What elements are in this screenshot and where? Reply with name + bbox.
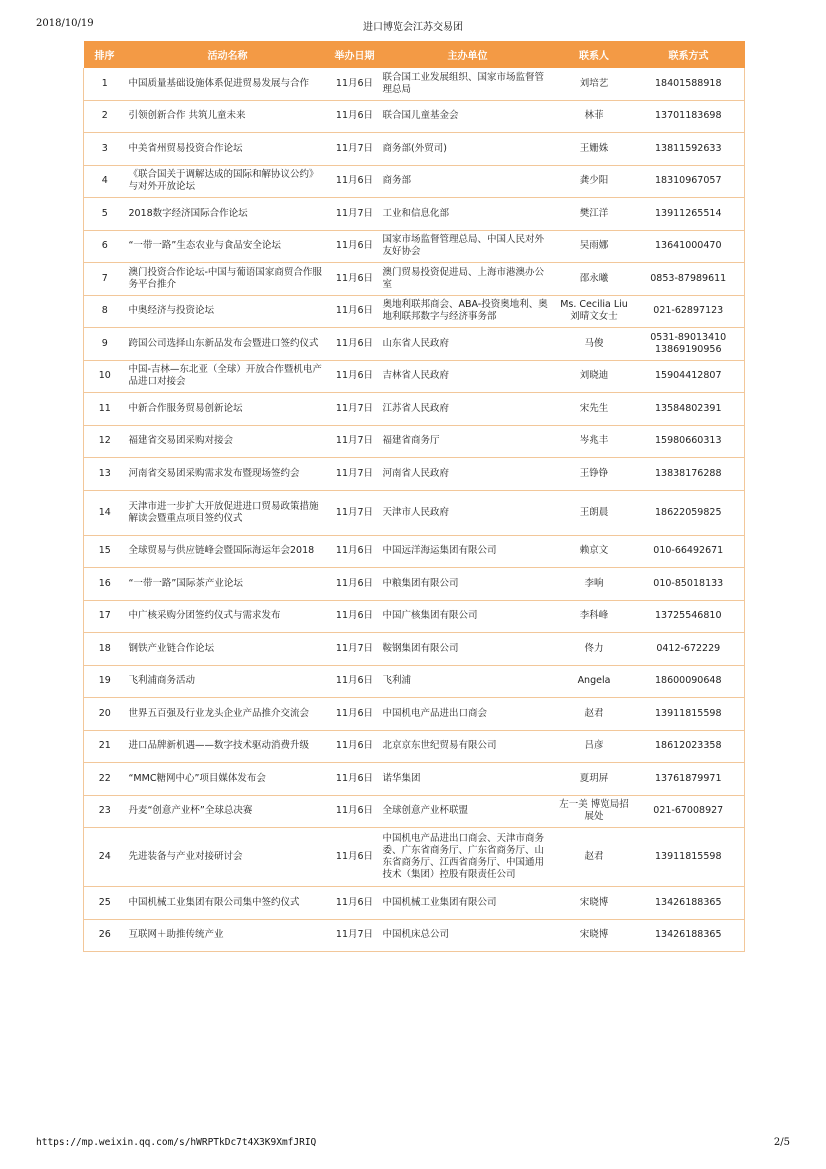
contact-person-cell: Ms. Cecilia Liu 刘晴文女士 [556,295,633,328]
table-row [84,133,745,166]
activity-name-cell: 进口品牌新机遇——数字技术驱动消费升级 [126,730,330,763]
contact-person-cell: 林菲 [556,100,633,133]
activity-date-cell: 11月7日 [330,198,380,231]
table-row [84,263,745,296]
contact-phone-cell: 13725546810 [633,600,745,633]
activity-name-cell: 2018数字经济国际合作论坛 [126,198,330,231]
contact-phone-cell: 13584802391 [633,393,745,426]
activity-date-cell: 11月6日 [330,328,380,361]
contact-phone-cell: 18612023358 [633,730,745,763]
table-row [84,665,745,698]
row-index-cell: 6 [84,230,126,263]
activity-name-cell: 河南省交易团采购需求发布暨现场签约会 [126,458,330,491]
row-index-cell: 17 [84,600,126,633]
contact-phone-cell: 13911815598 [633,698,745,731]
row-index-cell: 3 [84,133,126,166]
organizer-cell: 中国机电产品进出口商会 [380,698,556,731]
contact-phone-cell: 010-66492671 [633,535,745,568]
row-index-cell: 19 [84,665,126,698]
contact-phone-cell: 13811592633 [633,133,745,166]
row-index-cell: 23 [84,795,126,828]
table-row [84,795,745,828]
activity-name-cell: 中广核采购分团签约仪式与需求发布 [126,600,330,633]
table-row [84,230,745,263]
table-row [84,393,745,426]
activity-name-cell: “一带一路”国际茶产业论坛 [126,568,330,601]
organizer-cell: 联合国工业发展组织、国家市场监督管理总局 [380,68,556,100]
activity-date-cell: 11月6日 [330,730,380,763]
table-row [84,535,745,568]
table-row [84,68,745,100]
contact-phone-cell: 13426188365 [633,919,745,952]
page-number: 2/5 [773,1137,790,1148]
activity-date-cell: 11月7日 [330,425,380,458]
activity-name-cell: 福建省交易团采购对接会 [126,425,330,458]
contact-person-cell: 马俊 [556,328,633,361]
organizer-cell: 中国广核集团有限公司 [380,600,556,633]
row-index-cell: 20 [84,698,126,731]
column-header-contact: 联系人 [556,41,633,68]
contact-phone-cell: 0412-672229 [633,633,745,666]
contact-person-cell: 赵君 [556,828,633,887]
organizer-cell: 江苏省人民政府 [380,393,556,426]
contact-person-cell: 刘培艺 [556,68,633,100]
contact-phone-cell: 13701183698 [633,100,745,133]
row-index-cell: 2 [84,100,126,133]
contact-phone-cell: 18600090648 [633,665,745,698]
activity-table [83,41,745,952]
contact-person-cell: 赖京文 [556,535,633,568]
organizer-cell: 澳门贸易投资促进局、上海市港澳办公室 [380,263,556,296]
activity-name-cell: 引领创新合作 共筑儿童未来 [126,100,330,133]
contact-phone-cell: 13911815598 [633,828,745,887]
activity-name-cell: 互联网＋助推传统产业 [126,919,330,952]
contact-person-cell: 王朗晨 [556,490,633,535]
organizer-cell: 中粮集团有限公司 [380,568,556,601]
contact-person-cell: 宋晓博 [556,887,633,920]
table-header-row [84,41,745,68]
organizer-cell: 中国机械工业集团有限公司 [380,887,556,920]
column-header-organizer: 主办单位 [380,41,556,68]
table-row [84,490,745,535]
activity-date-cell: 11月6日 [330,100,380,133]
activity-date-cell: 11月6日 [330,795,380,828]
contact-person-cell: 吴雨娜 [556,230,633,263]
organizer-cell: 诺华集团 [380,763,556,796]
table-row [84,568,745,601]
print-footer [36,1137,790,1153]
activity-date-cell: 11月7日 [330,458,380,491]
row-index-cell: 26 [84,919,126,952]
contact-phone-cell: 010-85018133 [633,568,745,601]
contact-person-cell: 邵永曦 [556,263,633,296]
table-row [84,198,745,231]
activity-name-cell: 钢铁产业链合作论坛 [126,633,330,666]
activity-name-cell: 中新合作服务贸易创新论坛 [126,393,330,426]
table-body [84,68,745,952]
activity-date-cell: 11月6日 [330,600,380,633]
activity-name-cell: “一带一路”生态农业与食品安全论坛 [126,230,330,263]
contact-phone-cell: 13838176288 [633,458,745,491]
activity-name-cell: 中国机械工业集团有限公司集中签约仪式 [126,887,330,920]
organizer-cell: 天津市人民政府 [380,490,556,535]
contact-person-cell: 樊江洋 [556,198,633,231]
contact-phone-cell: 15980660313 [633,425,745,458]
activity-date-cell: 11月6日 [330,165,380,198]
organizer-cell: 全球创意产业杯联盟 [380,795,556,828]
row-index-cell: 14 [84,490,126,535]
row-index-cell: 16 [84,568,126,601]
contact-person-cell: 夏玥屏 [556,763,633,796]
row-index-cell: 10 [84,360,126,393]
activity-name-cell: 丹麦“创意产业杯”全球总决赛 [126,795,330,828]
organizer-cell: 中国远洋海运集团有限公司 [380,535,556,568]
row-index-cell: 7 [84,263,126,296]
row-index-cell: 9 [84,328,126,361]
activity-date-cell: 11月6日 [330,763,380,796]
contact-phone-cell: 021-67008927 [633,795,745,828]
row-index-cell: 13 [84,458,126,491]
row-index-cell: 22 [84,763,126,796]
organizer-cell: 北京京东世纪贸易有限公司 [380,730,556,763]
organizer-cell: 吉林省人民政府 [380,360,556,393]
activity-name-cell: 跨国公司选择山东新品发布会暨进口签约仪式 [126,328,330,361]
column-header-phone: 联系方式 [633,41,745,68]
contact-person-cell: 王姗姝 [556,133,633,166]
contact-phone-cell: 13761879971 [633,763,745,796]
activity-date-cell: 11月7日 [330,133,380,166]
organizer-cell: 工业和信息化部 [380,198,556,231]
contact-person-cell: 刘晓迪 [556,360,633,393]
organizer-cell: 河南省人民政府 [380,458,556,491]
contact-person-cell: 宋先生 [556,393,633,426]
row-index-cell: 18 [84,633,126,666]
organizer-cell: 奥地利联邦商会、ABA-投资奥地利、奥地利联邦数字与经济事务部 [380,295,556,328]
table-row [84,698,745,731]
contact-phone-cell: 13641000470 [633,230,745,263]
activity-name-cell: 先进装备与产业对接研讨会 [126,828,330,887]
row-index-cell: 1 [84,68,126,100]
organizer-cell: 中国机电产品进出口商会、天津市商务委、广东省商务厅、广东省商务厅、山东省商务厅、江西省商务厅、中国通用技术（集团）控股有限责任公司 [380,828,556,887]
table-row [84,425,745,458]
activity-name-cell: 世界五百强及行业龙头企业产品推介交流会 [126,698,330,731]
contact-person-cell: 吕彦 [556,730,633,763]
column-header-date: 举办日期 [330,41,380,68]
contact-phone-cell: 13911265514 [633,198,745,231]
activity-name-cell: 全球贸易与供应链峰会暨国际海运年会2018 [126,535,330,568]
activity-date-cell: 11月7日 [330,919,380,952]
activity-date-cell: 11月6日 [330,828,380,887]
activity-date-cell: 11月7日 [330,393,380,426]
organizer-cell: 商务部 [380,165,556,198]
row-index-cell: 8 [84,295,126,328]
contact-phone-cell: 0531-89013410 13869190956 [633,328,745,361]
row-index-cell: 15 [84,535,126,568]
organizer-cell: 商务部(外贸司) [380,133,556,166]
contact-phone-cell: 0853-87989611 [633,263,745,296]
organizer-cell: 山东省人民政府 [380,328,556,361]
table-row [84,165,745,198]
organizer-cell: 国家市场监督管理总局、中国人民对外友好协会 [380,230,556,263]
activity-name-cell: 中国-吉林—东北亚（全球）开放合作暨机电产品进口对接会 [126,360,330,393]
row-index-cell: 24 [84,828,126,887]
table-row [84,887,745,920]
contact-phone-cell: 13426188365 [633,887,745,920]
organizer-cell: 鞍钢集团有限公司 [380,633,556,666]
print-header [36,18,790,34]
row-index-cell: 21 [84,730,126,763]
activity-date-cell: 11月7日 [330,490,380,535]
activity-name-cell: 《联合国关于调解达成的国际和解协议公约》与对外开放论坛 [126,165,330,198]
contact-person-cell: 佟力 [556,633,633,666]
activity-date-cell: 11月6日 [330,68,380,100]
activity-date-cell: 11月6日 [330,535,380,568]
row-index-cell: 11 [84,393,126,426]
activity-date-cell: 11月6日 [330,230,380,263]
organizer-cell: 中国机床总公司 [380,919,556,952]
organizer-cell: 福建省商务厅 [380,425,556,458]
contact-person-cell: 龚少阳 [556,165,633,198]
contact-phone-cell: 18310967057 [633,165,745,198]
activity-date-cell: 11月6日 [330,360,380,393]
table-row [84,600,745,633]
table-row [84,828,745,887]
contact-phone-cell: 021-62897123 [633,295,745,328]
table-row [84,633,745,666]
print-url: https://mp.weixin.qq.com/s/hWRPTkDc7t4X3K9XmfJRIQ [36,1137,317,1148]
table-row [84,763,745,796]
table-row [84,919,745,952]
activity-date-cell: 11月6日 [330,295,380,328]
contact-person-cell: 岑兆丰 [556,425,633,458]
table-row [84,360,745,393]
activity-date-cell: 11月6日 [330,698,380,731]
activity-name-cell: 澳门投资合作论坛-中国与葡语国家商贸合作服务平台推介 [126,263,330,296]
contact-phone-cell: 18622059825 [633,490,745,535]
activity-date-cell: 11月6日 [330,263,380,296]
contact-person-cell: 王铮铮 [556,458,633,491]
contact-person-cell: 宋晓博 [556,919,633,952]
column-header-index: 排序 [84,41,126,68]
contact-phone-cell: 18401588918 [633,68,745,100]
organizer-cell: 联合国儿童基金会 [380,100,556,133]
contact-person-cell: 左一美 博览局招展处 [556,795,633,828]
table-row [84,730,745,763]
table-header [84,41,745,68]
activity-name-cell: 天津市进一步扩大开放促进进口贸易政策措施解读会暨重点项目签约仪式 [126,490,330,535]
activity-date-cell: 11月6日 [330,887,380,920]
activity-date-cell: 11月6日 [330,665,380,698]
column-header-name: 活动名称 [126,41,330,68]
activity-name-cell: 中奥经济与投资论坛 [126,295,330,328]
activity-name-cell: “MMC糖网中心”项目媒体发布会 [126,763,330,796]
row-index-cell: 12 [84,425,126,458]
row-index-cell: 25 [84,887,126,920]
activity-date-cell: 11月6日 [330,568,380,601]
activity-date-cell: 11月7日 [330,633,380,666]
organizer-cell: 飞利浦 [380,665,556,698]
row-index-cell: 4 [84,165,126,198]
contact-person-cell: Angela [556,665,633,698]
contact-person-cell: 李响 [556,568,633,601]
activity-name-cell: 飞利浦商务活动 [126,665,330,698]
table-row [84,100,745,133]
table-row [84,458,745,491]
contact-person-cell: 赵君 [556,698,633,731]
print-date: 2018/10/19 [36,18,94,29]
table-row [84,328,745,361]
contact-person-cell: 李科峰 [556,600,633,633]
activity-table-container [83,41,744,952]
print-title: 进口博览会江苏交易团 [363,22,463,33]
row-index-cell: 5 [84,198,126,231]
activity-name-cell: 中美省州贸易投资合作论坛 [126,133,330,166]
activity-name-cell: 中国质量基础设施体系促进贸易发展与合作 [126,68,330,100]
contact-phone-cell: 15904412807 [633,360,745,393]
table-row [84,295,745,328]
